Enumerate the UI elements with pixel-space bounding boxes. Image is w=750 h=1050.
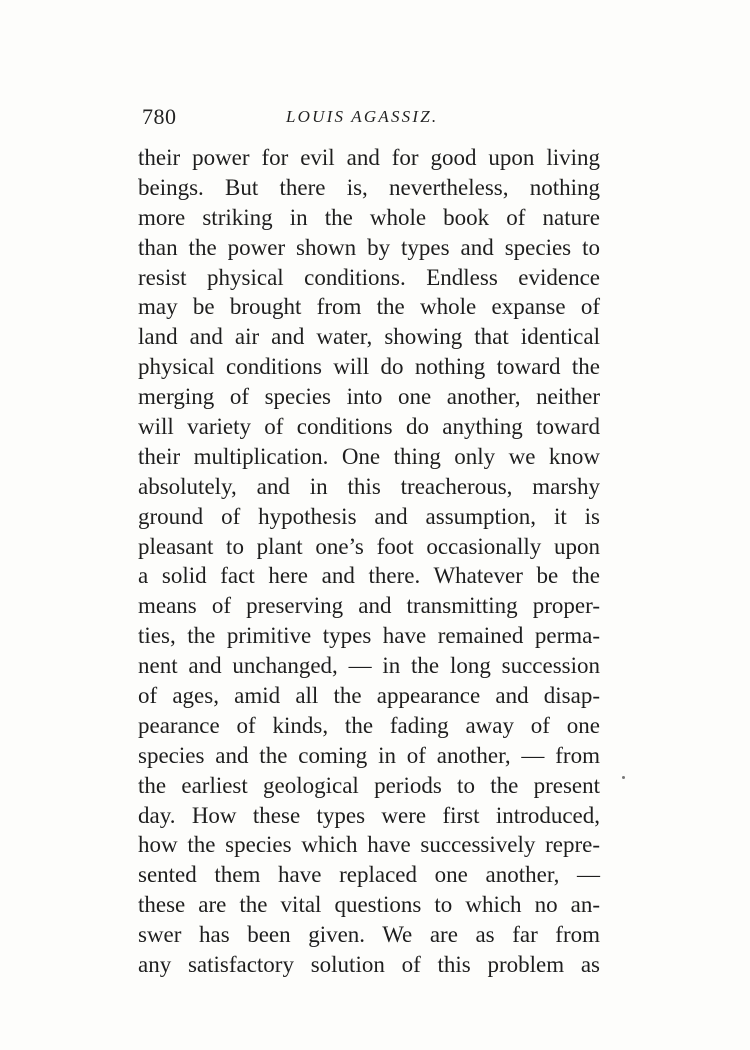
text-line: day. How these types were first introduced, — [138, 802, 600, 828]
text-line: any satisfactory solution of this problem as — [138, 952, 600, 978]
running-head: LOUIS AGASSIZ. — [286, 107, 439, 126]
text-line: species and the coming in of another, — from — [138, 742, 600, 768]
text-line: a solid fact here and there. Whatever be the — [138, 563, 600, 589]
text-line: physical conditions will do nothing toward the — [138, 354, 600, 380]
text-line: resist physical conditions. Endless evidence — [138, 264, 600, 290]
text-line: swer has been given. We are as far from — [138, 922, 600, 948]
body-text — [138, 143, 600, 980]
text-line: how the species which have successively repre- — [138, 832, 600, 858]
page-header — [136, 104, 600, 138]
page-number: 780 — [142, 104, 177, 129]
text-line: ground of hypothesis and assumption, it is — [138, 503, 600, 529]
text-line: nent and unchanged, — in the long succession — [138, 653, 600, 679]
paper-speck — [622, 776, 625, 779]
text-line: than the power shown by types and species to — [138, 234, 600, 260]
text-line: these are the vital questions to which no an- — [138, 892, 600, 918]
text-line: may be brought from the whole expanse of — [138, 294, 600, 320]
text-line: beings. But there is, nevertheless, nothing — [138, 174, 600, 200]
text-line: pearance of kinds, the fading away of one — [138, 712, 600, 738]
text-line: land and air and water, showing that identical — [138, 324, 600, 350]
text-line: their power for evil and for good upon living — [138, 145, 600, 170]
text-line: means of preserving and transmitting proper- — [138, 593, 600, 619]
text-line: the earliest geological periods to the present — [138, 772, 600, 798]
text-line: sented them have replaced one another, — — [138, 862, 600, 888]
text-line: ties, the primitive types have remained perma- — [138, 623, 600, 649]
text-line: their multiplication. One thing only we know — [138, 443, 600, 469]
text-line: will variety of conditions do anything toward — [138, 414, 600, 440]
text-line: pleasant to plant one’s foot occasionally upon — [138, 533, 600, 559]
text-line: merging of species into one another, neither — [138, 384, 600, 410]
text-line: absolutely, and in this treacherous, marshy — [138, 473, 600, 499]
text-line: more striking in the whole book of nature — [138, 204, 600, 230]
text-line: of ages, amid all the appearance and disap- — [138, 683, 600, 709]
